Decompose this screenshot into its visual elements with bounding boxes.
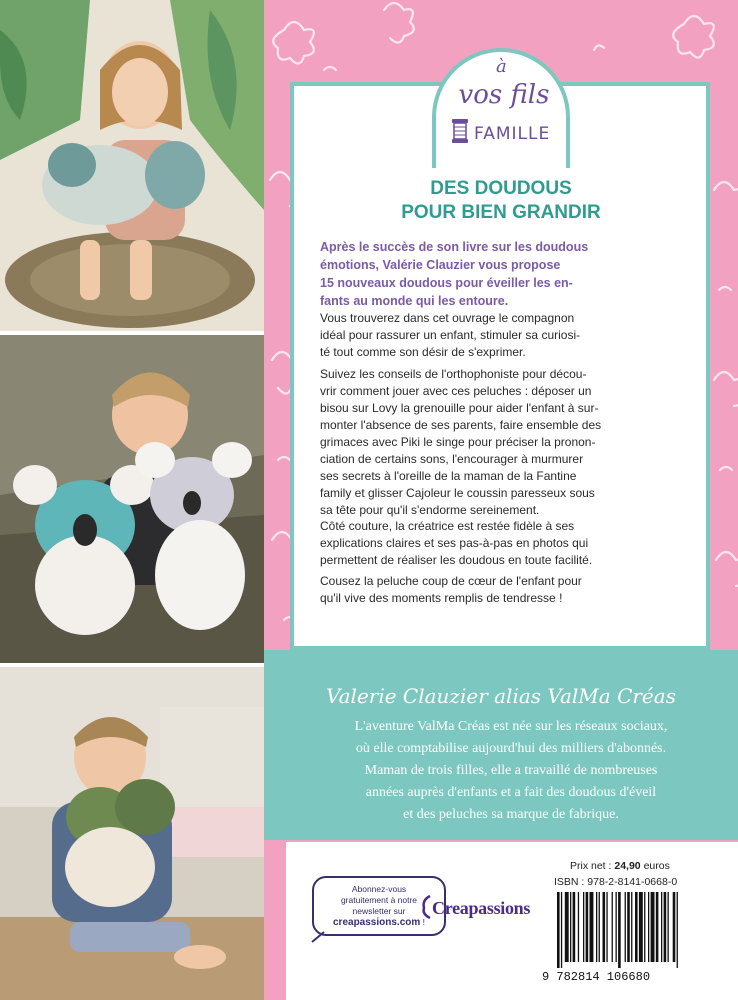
paragraph-line: té tout comme son désir de s'exprimer. <box>320 345 526 359</box>
paragraph-line: bisou sur Lovy la grenouille pour aider l'enfant à sur- <box>320 401 599 415</box>
paragraph-line: qu'il vive des moments remplis de tendresse ! <box>320 591 563 605</box>
barcode-bar <box>599 892 600 962</box>
newsletter-line: newsletter sur <box>352 906 406 916</box>
author-bio-line: années auprès d'enfants et a fait des doudous d'éveil <box>365 785 657 800</box>
newsletter-line: gratuitement à notre <box>340 895 418 905</box>
barcode-bar <box>651 892 655 962</box>
price-label: Prix net : <box>570 860 612 872</box>
barcode-bar <box>668 892 669 962</box>
barcode-digits: 9 782814 106680 <box>542 970 651 984</box>
paragraph-line: monter l'absence de ses parents, faire ensemble des <box>320 418 602 432</box>
isbn-value: 978-2-8141-0668-0 <box>587 876 678 888</box>
newsletter-exclaim: ! <box>420 917 425 927</box>
barcode-bar <box>631 892 632 962</box>
intro-line: émotions, Valérie Clauzier vous propose <box>320 258 561 272</box>
barcode-bar <box>590 892 594 962</box>
barcode-bar <box>570 892 571 962</box>
barcode-bar <box>618 892 621 968</box>
barcode-bar <box>648 892 649 962</box>
author-name: Valerie Clauzier alias ValMa Créas <box>326 684 676 708</box>
barcode-bar <box>565 892 569 962</box>
price-line <box>570 860 670 872</box>
barcode-bar <box>644 892 645 962</box>
paragraph-line: Côté couture, la créatrice est restée fidèle à ses <box>320 519 575 533</box>
barcode-bar <box>606 892 607 962</box>
author-bio-line: L'aventure ValMa Créas est née sur les réseaux sociaux, <box>354 719 668 734</box>
isbn-line <box>554 876 677 888</box>
photo-boy-with-koalas <box>0 335 264 663</box>
barcode-bar <box>612 892 613 962</box>
creapassions-logo-mark-icon <box>420 894 432 920</box>
price-value: 24,90 <box>614 860 641 872</box>
paragraph-2 <box>320 366 686 519</box>
barcode-bar <box>573 892 576 962</box>
price-unit: euros <box>643 860 670 872</box>
paragraph-line: Suivez les conseils de l'orthophoniste pour décou- <box>320 367 587 381</box>
barcode-bar <box>557 892 560 968</box>
paragraph-line: family et glisser Cajoleur le coussin paresseux sous <box>320 486 595 500</box>
intro-line: 15 nouveaux doudous pour éveiller les en- <box>320 276 573 290</box>
paragraph-line: ses secrets à l'oreille de la maman de la Fantine <box>320 469 577 483</box>
newsletter-line: Abonnez-vous <box>351 884 407 894</box>
barcode-bar <box>656 892 659 962</box>
cover-content <box>264 0 738 1000</box>
logo-famille-text: FAMILLE <box>474 124 551 144</box>
paragraph-line: explications claires et ses pas-à-pas en photos qui <box>320 536 589 550</box>
photo-column <box>0 0 264 1000</box>
barcode-bar <box>664 892 667 962</box>
intro-line: fants au monde qui les entoure. <box>320 294 509 308</box>
photo-toddler-with-frogs <box>0 667 264 1000</box>
barcode-bar <box>561 892 562 968</box>
barcode-bar <box>635 892 638 962</box>
barcode-bar <box>586 892 589 962</box>
paragraph-line: ciation de certains sons, l'encourager à murmurer <box>320 452 584 466</box>
intro-paragraph <box>320 238 686 310</box>
paragraph-line: sa tête pour qu'il s'endorme sereinement. <box>320 503 540 517</box>
barcode-bar <box>625 892 626 962</box>
paragraph-line: vrir comment jouer avec ces peluches : déposer un <box>320 384 592 398</box>
paragraph-4 <box>320 573 686 607</box>
barcode-bar <box>603 892 606 962</box>
paragraph-line: Cousez la peluche coup de cœur de l'enfant pour <box>320 574 582 588</box>
paragraph-line: Vous trouverez dans cet ouvrage le compagnon <box>320 311 575 325</box>
barcode-bar <box>616 892 617 962</box>
barcode-bar <box>673 892 676 962</box>
headline-line-1: DES DOUDOUS <box>430 178 572 199</box>
isbn-label: ISBN : <box>554 876 585 888</box>
logo-accent-a: à <box>496 56 507 77</box>
barcode-bar <box>596 892 597 962</box>
creapassions-logo-text: Creapassions <box>432 898 531 918</box>
photo-girl-with-koalas <box>0 0 264 331</box>
thread-spool-icon <box>450 118 470 144</box>
headline-line-2: POUR BIEN GRANDIR <box>401 202 601 223</box>
author-bio-line: Maman de trois filles, elle a travaillé de nombreuses <box>364 763 658 778</box>
barcode-bar <box>639 892 643 962</box>
barcode-bar <box>677 892 678 968</box>
barcode <box>549 892 729 970</box>
barcode-bar <box>661 892 662 962</box>
barcode-bar <box>583 892 584 962</box>
barcode-bar <box>627 892 630 962</box>
needle-icon <box>310 930 326 944</box>
paragraph-3 <box>320 518 686 569</box>
paragraph-line: permettent de réaliser les doudous en toute facilité. <box>320 553 593 567</box>
intro-line: Après le succès de son livre sur les doudous <box>320 240 589 254</box>
paragraph-line: idéal pour rassurer un enfant, stimuler sa curiosi- <box>320 328 581 342</box>
paragraph-1 <box>320 310 686 361</box>
author-bio-line: où elle comptabilise aujourd'hui des milliers d'abonnés. <box>355 741 667 756</box>
logo-script-text: vos fils <box>458 80 550 110</box>
author-bio-line: et des peluches sa marque de fabrique. <box>403 807 619 822</box>
paragraph-line: grimaces avec Piki le singe pour préciser la pronon- <box>320 435 596 449</box>
newsletter-site: creapassions.com <box>333 917 421 928</box>
barcode-bar <box>578 892 579 962</box>
